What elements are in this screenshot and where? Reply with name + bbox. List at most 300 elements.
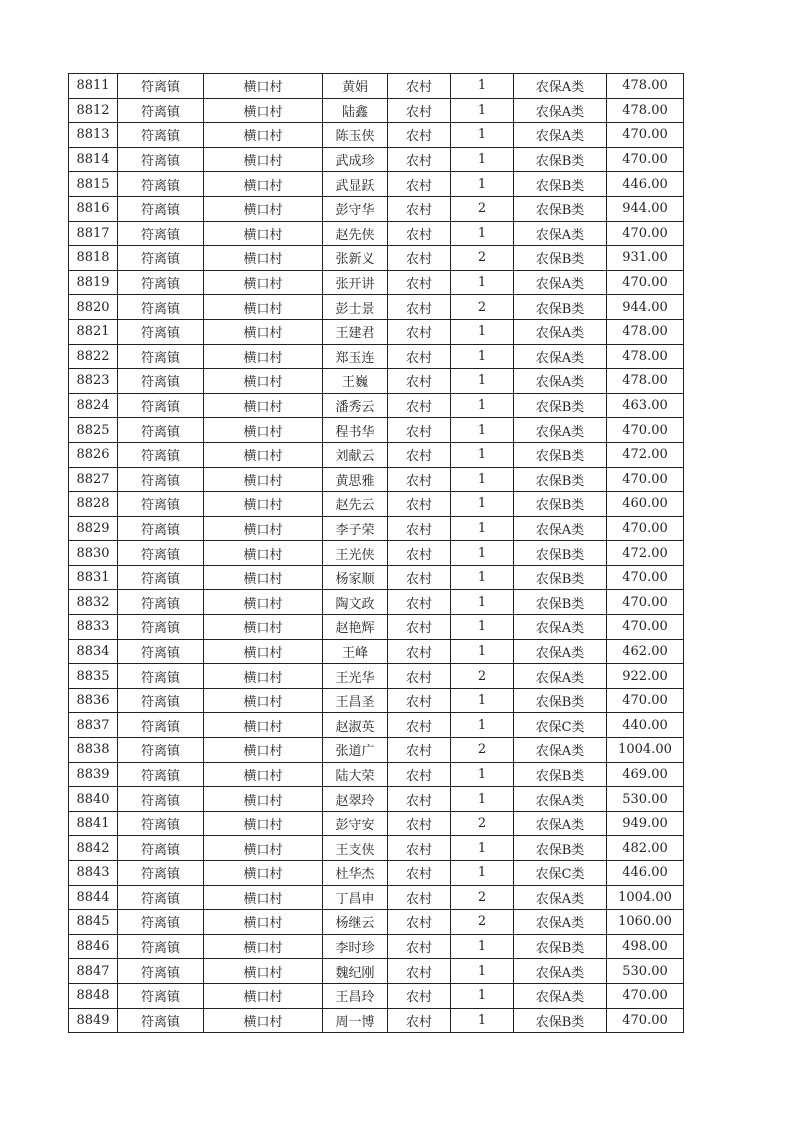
cell-amount: 472.00 xyxy=(607,442,684,467)
cell-count: 2 xyxy=(451,196,514,221)
cell-amount: 446.00 xyxy=(607,861,684,886)
cell-count: 1 xyxy=(451,418,514,443)
cell-type: 农村 xyxy=(388,246,451,271)
cell-count: 2 xyxy=(451,246,514,271)
cell-town: 符离镇 xyxy=(118,319,204,344)
cell-name: 陆鑫 xyxy=(323,98,388,123)
cell-type: 农村 xyxy=(388,270,451,295)
cell-category: 农保A类 xyxy=(514,344,607,369)
cell-type: 农村 xyxy=(388,615,451,640)
table-row xyxy=(69,541,684,566)
cell-village: 横口村 xyxy=(204,639,323,664)
cell-category: 农保A类 xyxy=(514,319,607,344)
cell-village: 横口村 xyxy=(204,344,323,369)
cell-category: 农保A类 xyxy=(514,74,607,99)
cell-seq: 8837 xyxy=(69,713,118,738)
cell-count: 2 xyxy=(451,910,514,935)
cell-town: 符离镇 xyxy=(118,762,204,787)
table-row xyxy=(69,369,684,394)
cell-count: 1 xyxy=(451,762,514,787)
cell-town: 符离镇 xyxy=(118,467,204,492)
cell-type: 农村 xyxy=(388,516,451,541)
table-row xyxy=(69,934,684,959)
table-row xyxy=(69,221,684,246)
cell-count: 1 xyxy=(451,442,514,467)
table-row xyxy=(69,147,684,172)
cell-name: 张新义 xyxy=(323,246,388,271)
cell-seq: 8848 xyxy=(69,983,118,1008)
cell-village: 横口村 xyxy=(204,442,323,467)
cell-village: 横口村 xyxy=(204,934,323,959)
cell-town: 符离镇 xyxy=(118,492,204,517)
cell-name: 王昌圣 xyxy=(323,688,388,713)
cell-seq: 8822 xyxy=(69,344,118,369)
cell-seq: 8845 xyxy=(69,910,118,935)
cell-category: 农保A类 xyxy=(514,983,607,1008)
cell-count: 1 xyxy=(451,344,514,369)
cell-count: 1 xyxy=(451,492,514,517)
cell-amount: 478.00 xyxy=(607,369,684,394)
cell-seq: 8840 xyxy=(69,787,118,812)
cell-type: 农村 xyxy=(388,98,451,123)
cell-village: 横口村 xyxy=(204,811,323,836)
cell-name: 黄娟 xyxy=(323,74,388,99)
cell-village: 横口村 xyxy=(204,369,323,394)
cell-town: 符离镇 xyxy=(118,516,204,541)
cell-count: 1 xyxy=(451,147,514,172)
cell-type: 农村 xyxy=(388,959,451,984)
cell-type: 农村 xyxy=(388,787,451,812)
table-row xyxy=(69,787,684,812)
cell-village: 横口村 xyxy=(204,123,323,148)
cell-type: 农村 xyxy=(388,221,451,246)
cell-town: 符离镇 xyxy=(118,295,204,320)
cell-type: 农村 xyxy=(388,664,451,689)
cell-town: 符离镇 xyxy=(118,442,204,467)
cell-count: 1 xyxy=(451,934,514,959)
cell-category: 农保B类 xyxy=(514,1008,607,1033)
cell-seq: 8838 xyxy=(69,738,118,763)
cell-name: 赵翠玲 xyxy=(323,787,388,812)
cell-town: 符离镇 xyxy=(118,196,204,221)
cell-seq: 8823 xyxy=(69,369,118,394)
cell-village: 横口村 xyxy=(204,418,323,443)
cell-amount: 470.00 xyxy=(607,688,684,713)
cell-type: 农村 xyxy=(388,418,451,443)
cell-town: 符离镇 xyxy=(118,738,204,763)
cell-type: 农村 xyxy=(388,319,451,344)
cell-amount: 470.00 xyxy=(607,983,684,1008)
cell-seq: 8821 xyxy=(69,319,118,344)
cell-seq: 8842 xyxy=(69,836,118,861)
cell-category: 农保A类 xyxy=(514,811,607,836)
cell-name: 李子荣 xyxy=(323,516,388,541)
cell-name: 张开讲 xyxy=(323,270,388,295)
cell-town: 符离镇 xyxy=(118,393,204,418)
cell-town: 符离镇 xyxy=(118,836,204,861)
table-row xyxy=(69,418,684,443)
cell-count: 1 xyxy=(451,270,514,295)
cell-seq: 8839 xyxy=(69,762,118,787)
cell-type: 农村 xyxy=(388,910,451,935)
cell-count: 1 xyxy=(451,74,514,99)
cell-seq: 8829 xyxy=(69,516,118,541)
cell-amount: 470.00 xyxy=(607,418,684,443)
cell-amount: 1004.00 xyxy=(607,885,684,910)
cell-category: 农保B类 xyxy=(514,295,607,320)
cell-town: 符离镇 xyxy=(118,123,204,148)
cell-amount: 470.00 xyxy=(607,123,684,148)
cell-village: 横口村 xyxy=(204,516,323,541)
cell-name: 杜华杰 xyxy=(323,861,388,886)
table-row xyxy=(69,172,684,197)
cell-amount: 478.00 xyxy=(607,344,684,369)
cell-name: 王光侠 xyxy=(323,541,388,566)
table-row xyxy=(69,590,684,615)
cell-seq: 8813 xyxy=(69,123,118,148)
table-row xyxy=(69,811,684,836)
cell-seq: 8825 xyxy=(69,418,118,443)
cell-name: 王支侠 xyxy=(323,836,388,861)
table-row xyxy=(69,442,684,467)
cell-count: 1 xyxy=(451,590,514,615)
table-row xyxy=(69,688,684,713)
table-row xyxy=(69,246,684,271)
cell-name: 彭守华 xyxy=(323,196,388,221)
table-row xyxy=(69,1008,684,1033)
cell-town: 符离镇 xyxy=(118,418,204,443)
cell-village: 横口村 xyxy=(204,270,323,295)
cell-town: 符离镇 xyxy=(118,934,204,959)
cell-amount: 469.00 xyxy=(607,762,684,787)
cell-village: 横口村 xyxy=(204,861,323,886)
cell-town: 符离镇 xyxy=(118,344,204,369)
cell-type: 农村 xyxy=(388,123,451,148)
cell-town: 符离镇 xyxy=(118,885,204,910)
cell-count: 1 xyxy=(451,836,514,861)
cell-seq: 8836 xyxy=(69,688,118,713)
cell-category: 农保B类 xyxy=(514,836,607,861)
cell-category: 农保A类 xyxy=(514,418,607,443)
table-row xyxy=(69,738,684,763)
cell-town: 符离镇 xyxy=(118,910,204,935)
cell-name: 丁昌申 xyxy=(323,885,388,910)
cell-type: 农村 xyxy=(388,762,451,787)
cell-name: 李时珍 xyxy=(323,934,388,959)
cell-type: 农村 xyxy=(388,836,451,861)
cell-category: 农保C类 xyxy=(514,713,607,738)
cell-village: 横口村 xyxy=(204,1008,323,1033)
cell-amount: 498.00 xyxy=(607,934,684,959)
cell-type: 农村 xyxy=(388,147,451,172)
cell-village: 横口村 xyxy=(204,787,323,812)
table-row xyxy=(69,885,684,910)
cell-type: 农村 xyxy=(388,688,451,713)
cell-village: 横口村 xyxy=(204,738,323,763)
cell-category: 农保A类 xyxy=(514,123,607,148)
cell-name: 潘秀云 xyxy=(323,393,388,418)
cell-type: 农村 xyxy=(388,934,451,959)
table-row xyxy=(69,615,684,640)
cell-type: 农村 xyxy=(388,565,451,590)
cell-count: 1 xyxy=(451,959,514,984)
cell-count: 1 xyxy=(451,98,514,123)
table-row xyxy=(69,393,684,418)
cell-type: 农村 xyxy=(388,713,451,738)
cell-count: 2 xyxy=(451,811,514,836)
cell-category: 农保A类 xyxy=(514,369,607,394)
cell-type: 农村 xyxy=(388,861,451,886)
cell-count: 1 xyxy=(451,541,514,566)
cell-seq: 8814 xyxy=(69,147,118,172)
cell-village: 横口村 xyxy=(204,541,323,566)
cell-type: 农村 xyxy=(388,885,451,910)
cell-town: 符离镇 xyxy=(118,590,204,615)
cell-village: 横口村 xyxy=(204,172,323,197)
cell-category: 农保A类 xyxy=(514,664,607,689)
table-row xyxy=(69,861,684,886)
cell-town: 符离镇 xyxy=(118,74,204,99)
cell-amount: 470.00 xyxy=(607,221,684,246)
cell-amount: 470.00 xyxy=(607,565,684,590)
cell-count: 2 xyxy=(451,664,514,689)
cell-village: 横口村 xyxy=(204,590,323,615)
cell-type: 农村 xyxy=(388,196,451,221)
cell-category: 农保B类 xyxy=(514,172,607,197)
cell-category: 农保B类 xyxy=(514,196,607,221)
cell-amount: 478.00 xyxy=(607,74,684,99)
cell-amount: 530.00 xyxy=(607,959,684,984)
cell-name: 赵淑英 xyxy=(323,713,388,738)
table-row xyxy=(69,492,684,517)
cell-name: 武成珍 xyxy=(323,147,388,172)
cell-seq: 8835 xyxy=(69,664,118,689)
table-row xyxy=(69,319,684,344)
cell-count: 1 xyxy=(451,787,514,812)
cell-amount: 949.00 xyxy=(607,811,684,836)
table-row xyxy=(69,270,684,295)
cell-name: 赵先云 xyxy=(323,492,388,517)
table-row xyxy=(69,196,684,221)
cell-category: 农保B类 xyxy=(514,147,607,172)
cell-category: 农保B类 xyxy=(514,467,607,492)
table-row xyxy=(69,98,684,123)
cell-category: 农保B类 xyxy=(514,393,607,418)
cell-village: 横口村 xyxy=(204,295,323,320)
cell-count: 1 xyxy=(451,983,514,1008)
cell-count: 2 xyxy=(451,295,514,320)
cell-amount: 470.00 xyxy=(607,270,684,295)
cell-type: 农村 xyxy=(388,172,451,197)
cell-count: 1 xyxy=(451,861,514,886)
cell-category: 农保B类 xyxy=(514,492,607,517)
cell-count: 1 xyxy=(451,688,514,713)
cell-name: 郑玉连 xyxy=(323,344,388,369)
cell-seq: 8841 xyxy=(69,811,118,836)
cell-seq: 8812 xyxy=(69,98,118,123)
table-row xyxy=(69,664,684,689)
cell-amount: 463.00 xyxy=(607,393,684,418)
cell-town: 符离镇 xyxy=(118,615,204,640)
cell-category: 农保A类 xyxy=(514,738,607,763)
cell-category: 农保B类 xyxy=(514,762,607,787)
cell-village: 横口村 xyxy=(204,664,323,689)
cell-category: 农保C类 xyxy=(514,861,607,886)
cell-name: 陶文政 xyxy=(323,590,388,615)
cell-type: 农村 xyxy=(388,811,451,836)
cell-village: 横口村 xyxy=(204,688,323,713)
table-row xyxy=(69,910,684,935)
cell-type: 农村 xyxy=(388,74,451,99)
cell-town: 符离镇 xyxy=(118,861,204,886)
cell-town: 符离镇 xyxy=(118,270,204,295)
cell-village: 横口村 xyxy=(204,246,323,271)
cell-village: 横口村 xyxy=(204,959,323,984)
table-row xyxy=(69,713,684,738)
cell-type: 农村 xyxy=(388,983,451,1008)
cell-village: 横口村 xyxy=(204,98,323,123)
cell-amount: 470.00 xyxy=(607,467,684,492)
cell-category: 农保B类 xyxy=(514,246,607,271)
cell-amount: 478.00 xyxy=(607,319,684,344)
cell-amount: 446.00 xyxy=(607,172,684,197)
cell-village: 横口村 xyxy=(204,836,323,861)
cell-amount: 1004.00 xyxy=(607,738,684,763)
cell-seq: 8827 xyxy=(69,467,118,492)
cell-amount: 462.00 xyxy=(607,639,684,664)
cell-count: 1 xyxy=(451,565,514,590)
cell-type: 农村 xyxy=(388,369,451,394)
cell-seq: 8833 xyxy=(69,615,118,640)
cell-count: 1 xyxy=(451,369,514,394)
cell-category: 农保A类 xyxy=(514,910,607,935)
cell-name: 王昌玲 xyxy=(323,983,388,1008)
table-row xyxy=(69,836,684,861)
cell-type: 农村 xyxy=(388,541,451,566)
cell-name: 王光华 xyxy=(323,664,388,689)
cell-amount: 470.00 xyxy=(607,615,684,640)
cell-village: 横口村 xyxy=(204,885,323,910)
cell-name: 陆大荣 xyxy=(323,762,388,787)
cell-category: 农保B类 xyxy=(514,688,607,713)
table-body xyxy=(69,74,684,1033)
cell-category: 农保B类 xyxy=(514,442,607,467)
cell-name: 周一博 xyxy=(323,1008,388,1033)
cell-count: 1 xyxy=(451,615,514,640)
cell-seq: 8811 xyxy=(69,74,118,99)
cell-category: 农保B类 xyxy=(514,541,607,566)
cell-town: 符离镇 xyxy=(118,639,204,664)
cell-town: 符离镇 xyxy=(118,565,204,590)
cell-category: 农保A类 xyxy=(514,221,607,246)
table-row xyxy=(69,959,684,984)
cell-town: 符离镇 xyxy=(118,541,204,566)
cell-category: 农保A类 xyxy=(514,787,607,812)
cell-town: 符离镇 xyxy=(118,713,204,738)
cell-category: 农保A类 xyxy=(514,615,607,640)
cell-town: 符离镇 xyxy=(118,688,204,713)
cell-category: 农保B类 xyxy=(514,565,607,590)
cell-category: 农保A类 xyxy=(514,270,607,295)
cell-village: 横口村 xyxy=(204,565,323,590)
cell-amount: 470.00 xyxy=(607,147,684,172)
cell-village: 横口村 xyxy=(204,713,323,738)
cell-category: 农保A类 xyxy=(514,98,607,123)
cell-village: 横口村 xyxy=(204,393,323,418)
cell-type: 农村 xyxy=(388,442,451,467)
cell-name: 魏纪刚 xyxy=(323,959,388,984)
roster-table xyxy=(68,73,684,1033)
cell-name: 杨家顺 xyxy=(323,565,388,590)
table-row xyxy=(69,295,684,320)
table-row xyxy=(69,123,684,148)
cell-category: 农保A类 xyxy=(514,885,607,910)
cell-amount: 470.00 xyxy=(607,1008,684,1033)
cell-amount: 478.00 xyxy=(607,98,684,123)
cell-name: 王峰 xyxy=(323,639,388,664)
cell-village: 横口村 xyxy=(204,74,323,99)
table-row xyxy=(69,639,684,664)
cell-amount: 922.00 xyxy=(607,664,684,689)
cell-name: 武显跃 xyxy=(323,172,388,197)
cell-amount: 470.00 xyxy=(607,516,684,541)
cell-name: 赵先侠 xyxy=(323,221,388,246)
cell-seq: 8843 xyxy=(69,861,118,886)
cell-village: 横口村 xyxy=(204,983,323,1008)
cell-type: 农村 xyxy=(388,344,451,369)
cell-category: 农保B类 xyxy=(514,590,607,615)
cell-count: 1 xyxy=(451,467,514,492)
cell-amount: 530.00 xyxy=(607,787,684,812)
cell-seq: 8826 xyxy=(69,442,118,467)
table-row xyxy=(69,983,684,1008)
cell-count: 1 xyxy=(451,639,514,664)
cell-name: 程书华 xyxy=(323,418,388,443)
cell-name: 张道广 xyxy=(323,738,388,763)
cell-count: 1 xyxy=(451,123,514,148)
cell-name: 黄思雅 xyxy=(323,467,388,492)
cell-village: 横口村 xyxy=(204,910,323,935)
cell-village: 横口村 xyxy=(204,147,323,172)
cell-village: 横口村 xyxy=(204,196,323,221)
cell-name: 杨继云 xyxy=(323,910,388,935)
cell-count: 1 xyxy=(451,1008,514,1033)
cell-town: 符离镇 xyxy=(118,221,204,246)
cell-amount: 440.00 xyxy=(607,713,684,738)
cell-seq: 8824 xyxy=(69,393,118,418)
cell-amount: 470.00 xyxy=(607,590,684,615)
cell-town: 符离镇 xyxy=(118,98,204,123)
cell-seq: 8846 xyxy=(69,934,118,959)
cell-town: 符离镇 xyxy=(118,1008,204,1033)
cell-seq: 8819 xyxy=(69,270,118,295)
cell-type: 农村 xyxy=(388,393,451,418)
cell-village: 横口村 xyxy=(204,221,323,246)
cell-amount: 472.00 xyxy=(607,541,684,566)
cell-name: 陈玉侠 xyxy=(323,123,388,148)
cell-town: 符离镇 xyxy=(118,172,204,197)
cell-seq: 8844 xyxy=(69,885,118,910)
cell-type: 农村 xyxy=(388,639,451,664)
table-row xyxy=(69,565,684,590)
cell-name: 彭士景 xyxy=(323,295,388,320)
cell-amount: 460.00 xyxy=(607,492,684,517)
cell-amount: 482.00 xyxy=(607,836,684,861)
cell-amount: 944.00 xyxy=(607,295,684,320)
cell-count: 1 xyxy=(451,713,514,738)
cell-count: 1 xyxy=(451,319,514,344)
cell-count: 2 xyxy=(451,738,514,763)
